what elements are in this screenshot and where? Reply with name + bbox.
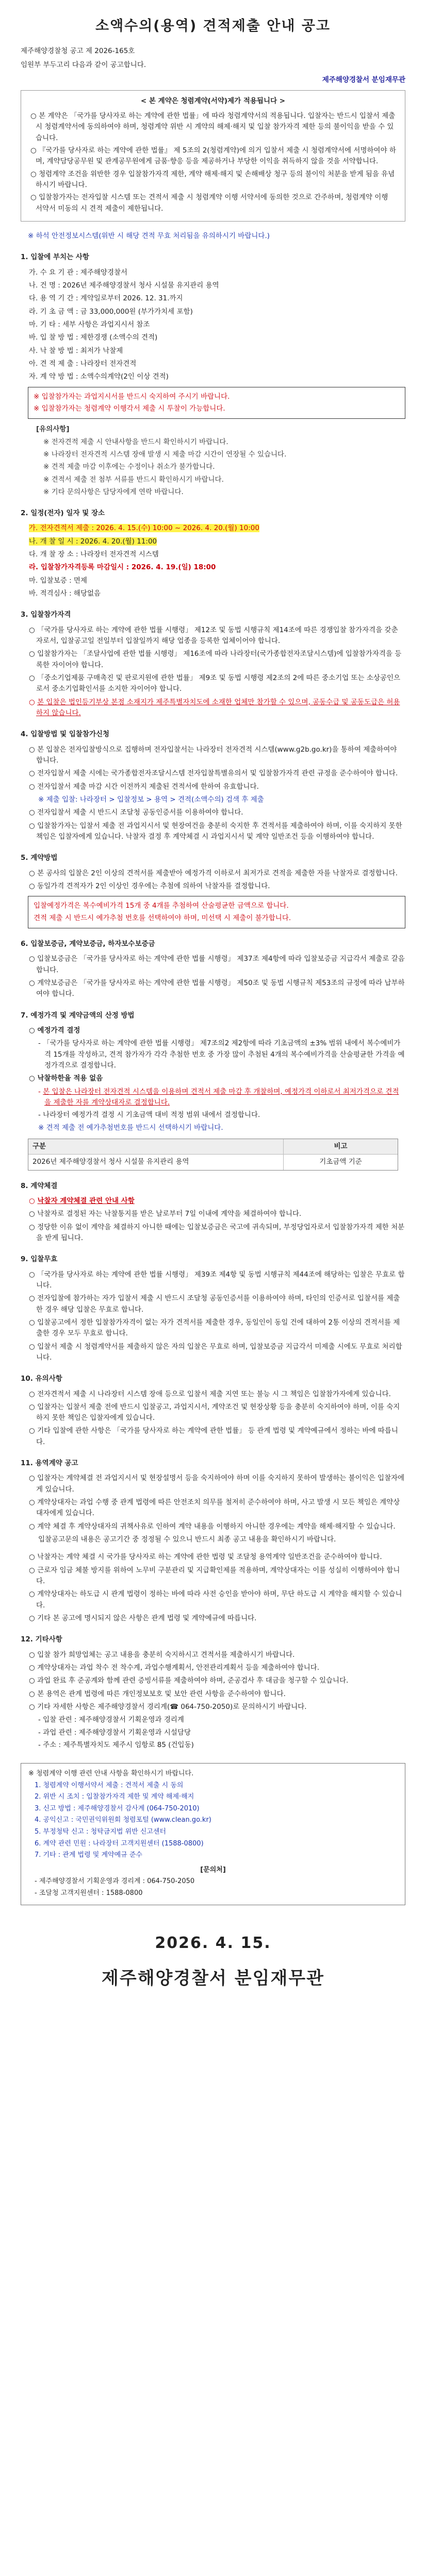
table-cell: 기초금액 기준 bbox=[319, 1158, 362, 1166]
s12-item: ○ 입찰 참가 희망업체는 공고 내용을 충분히 숙지하시고 견적서를 제출하시기 바랍니다. bbox=[29, 1650, 295, 1659]
s1-line: 라. 기 초 금 액 : 금 33,000,000원 (부가가치세 포함) bbox=[29, 307, 193, 316]
s8-item: ○ 정당한 이유 없이 계약을 체결하지 아니한 때에는 입찰보증금은 국고에 귀속되며, 부정당업자로서 입찰참가자격 제한 처분을 받게 됩니다. bbox=[29, 1223, 405, 1242]
s11-item: ○ 기타 본 공고에 명시되지 않은 사항은 관계 법령 및 계약예규에 따릅니다. bbox=[29, 1614, 257, 1623]
integrity-item: ○ 입찰참가자는 전자입찰 시스템 또는 견적서 제출 시 청렴계약 이행 서약서에 동의한 것으로 간주하며, 청렴계약 이행 서약서 미동의 시 견적 제출이 제한됩니다. bbox=[30, 193, 388, 213]
s7-item: - 본 입찰은 나라장터 전자견적 시스템을 이용하며 견적서 제출 마감 후 개찰하며, 예정가격 이하로서 최저가격으로 견적을 제출한 자를 계약상대자로 결정합니다. bbox=[38, 1087, 399, 1107]
s12-contact: - 과업 관련 : 제주해양경찰서 기획운영과 시설담당 bbox=[38, 1728, 191, 1737]
section-12-title: 12. 기타사항 bbox=[21, 1635, 62, 1644]
section-7-title: 7. 예정가격 및 계약금액의 산정 방법 bbox=[21, 1011, 135, 1020]
s7-item: - 나라장터 예정가격 결정 시 기초금액 대비 적정 범위 내에서 결정합니다. bbox=[38, 1111, 260, 1120]
s7-item: ○ 낙찰하한율 적용 없음 bbox=[29, 1074, 103, 1083]
section-9-title: 9. 입찰무효 bbox=[21, 1255, 58, 1264]
section-8-title: 8. 계약체결 bbox=[21, 1181, 58, 1190]
s4-item: ○ 전자입찰서 제출 시에는 국가종합전자조달시스템 전자입찰특별유의서 및 입찰참가자격 관련 규정을 준수하여야 합니다. bbox=[29, 769, 398, 778]
price-table bbox=[28, 1139, 398, 1171]
integrity-item: ○ 청렴계약 조건을 위반한 경우 입찰참가자격 제한, 계약 해제·해지 및 손해배상 청구 등의 불이익 처분을 받게 됨을 유념하시기 바랍니다. bbox=[30, 170, 395, 189]
s9-item: ○ 입찰서 제출 시 청렴계약서를 제출하지 않은 자의 입찰은 무효로 하며, 입찰보증금 지급각서 미제출 시에도 무효로 처리합니다. bbox=[29, 1342, 402, 1362]
guide-row: 2. 위반 시 조치 : 입찰참가자격 제한 및 계약 해제·해지 bbox=[35, 1793, 194, 1801]
intro-text: 임원부 부두고리 다음과 같이 공고합니다. bbox=[21, 60, 146, 69]
table-header-cell: 비고 bbox=[334, 1142, 348, 1150]
signer-name: 제주해양경찰서 분임재무관 bbox=[102, 1968, 324, 1989]
guide-box bbox=[21, 1763, 405, 1905]
guide-contact: - 제주해양경찰서 기획운영과 경리계 : 064-750-2050 bbox=[35, 1877, 195, 1886]
section-4-title: 4. 입찰방법 및 입찰참가신청 bbox=[21, 730, 110, 739]
s3-item: ○ 본 입찰은 법인등기부상 본점 소재지가 제주특별자치도에 소재한 업체만 참가할 수 있으며, 공동수급 및 공동도급은 허용하지 않습니다. bbox=[29, 698, 400, 718]
table-row bbox=[28, 1155, 398, 1170]
s9-item: ○ 입찰공고에서 정한 입찰참가자격이 없는 자가 견적서를 제출한 경우, 동일인이 동일 건에 대하여 2통 이상의 견적서를 제출한 경우 모두 무효로 합니다. bbox=[29, 1318, 400, 1338]
memo-item: ※ 기타 문의사항은 담당자에게 연락 바랍니다. bbox=[43, 487, 184, 496]
s5-item: ○ 동일가격 견적자가 2인 이상인 경우에는 추첨에 의하여 낙찰자를 결정합니다. bbox=[29, 882, 270, 891]
s2-line: 다. 개 찰 장 소 : 나라장터 전자견적 시스템 bbox=[29, 550, 159, 559]
s5-warning: 견적 제출 시 반드시 예가추첨 번호를 선택하여야 하며, 미선택 시 제출이 불가합니다. bbox=[34, 913, 291, 922]
s1-line: 나. 건 명 : 2026년 제주해양경찰서 청사 시설물 유지관리 용역 bbox=[29, 281, 219, 290]
table-header-cell: 구분 bbox=[28, 1139, 284, 1154]
s12-item: ○ 기타 자세한 사항은 제주해양경찰서 경리계(☎ 064-750-2050)로 문의하시기 바랍니다. bbox=[29, 1703, 307, 1711]
section-1-title: 1. 입찰에 부치는 사항 bbox=[21, 253, 89, 262]
s3-item: ○ 「국가를 당사자로 하는 계약에 관한 법률 시행령」 제12조 및 동법 시행규칙 제14조에 따른 경쟁입찰 참가자격을 갖춘 자로서, 입찰공고일 전일부터 입찰일까지 해당 업종을 등록한 업체이어야 합니다. bbox=[29, 625, 398, 646]
document-title: 소액수의(용역) 견적제출 안내 공고 bbox=[95, 18, 331, 34]
s1-line: 가. 수 요 기 관 : 제주해양경찰서 bbox=[29, 268, 128, 277]
s2-line: 라. 입찰참가자격등록 마감일시 : 2026. 4. 19.(일) 18:00 bbox=[29, 563, 216, 572]
s11-item: ○ 계약상대자는 하도급 시 관계 법령이 정하는 바에 따라 사전 승인을 받아야 하며, 무단 하도급 시 계약을 해지할 수 있습니다. bbox=[29, 1590, 402, 1609]
s12-item: ○ 본 용역은 관계 법령에 따른 개인정보보호 및 보안 관련 사항을 준수하여야 합니다. bbox=[29, 1689, 286, 1698]
s8-item: ○ 낙찰자 계약체결 관련 안내 사항 bbox=[29, 1196, 135, 1205]
s11-item: ○ 근로자 임금 체불 방지를 위하여 노무비 구분관리 및 지급확인제를 적용하며, 계약상대자는 이를 성실히 이행하여야 합니다. bbox=[29, 1566, 400, 1586]
memo-item: ※ 나라장터 전자견적 시스템 장애 발생 시 제출 마감 시간이 연장될 수 있습니다. bbox=[43, 450, 287, 459]
s4-note: ※ 제출 입찰: 나라장터 > 입찰정보 > 용역 > 견적(소액수의) 검색 후 제출 bbox=[38, 795, 264, 804]
s1-line: 마. 기 타 : 세부 사항은 과업지시서 참조 bbox=[29, 320, 150, 329]
memo-item: ※ 견적 제출 마감 이후에는 수정이나 취소가 불가합니다. bbox=[43, 463, 215, 471]
s4-item: ○ 본 입찰은 전자입찰방식으로 집행하며 전자입찰서는 나라장터 전자견적 시스템(www.g2b.go.kr)을 통하여 제출하여야 합니다. bbox=[29, 745, 397, 765]
s3-item: ○ 입찰참가자는 「조달사업에 관한 법률 시행령」 제16조에 따라 나라장터(국가종합전자조달시스템)에 입찰참가자격을 등록한 자이어야 합니다. bbox=[29, 650, 402, 669]
guide-intro: ※ 청렴계약 이행 관련 안내 사항을 확인하시기 바랍니다. bbox=[28, 1770, 194, 1778]
s11-item: ○ 계약상대자는 과업 수행 중 관계 법령에 따른 안전조치 의무를 철저히 준수하여야 하며, 사고 발생 시 모든 책임은 계약상대자에게 있습니다. bbox=[29, 1498, 400, 1518]
table-header-row bbox=[28, 1139, 398, 1155]
memo-label: [유의사항] bbox=[36, 425, 70, 434]
s9-item: ○ 「국가를 당사자로 하는 계약에 관한 법률 시행령」 제39조 제4항 및 동법 시행규칙 제44조에 해당하는 입찰은 무효로 합니다. bbox=[29, 1270, 405, 1290]
s2-line: 나. 개 찰 일 시 : 2026. 4. 20.(월) 11:00 bbox=[29, 537, 157, 546]
table-cell: 2026년 제주해양경찰서 청사 시설물 유지관리 용역 bbox=[28, 1155, 284, 1170]
s2-line: 바. 적격심사 : 해당없음 bbox=[29, 589, 101, 598]
s12-item: ○ 과업 완료 후 준공계와 함께 관련 증빙서류를 제출하여야 하며, 준공검사 후 대금을 청구할 수 있습니다. bbox=[29, 1676, 349, 1685]
s11-item: ○ 계약 체결 후 계약상대자의 귀책사유로 인하여 계약 내용을 이행하지 아니한 경우에는 계약을 해제·해지할 수 있습니다. bbox=[29, 1522, 396, 1531]
s1-line: 바. 입 찰 방 법 : 제한경쟁 (소액수의 견적) bbox=[29, 333, 158, 342]
s11-note: 입찰공고문의 내용은 공고기간 중 정정될 수 있으니 반드시 최종 공고 내용을 확인하시기 바랍니다. bbox=[38, 1535, 336, 1544]
s6-item: ○ 입찰보증금은 「국가를 당사자로 하는 계약에 관한 법률 시행령」 제37조 제4항에 따라 입찰보증금 지급각서 제출로 갈음합니다. bbox=[29, 955, 405, 974]
guide-row: 3. 신고 방법 : 제주해양경찰서 감사계 (064-750-2010) bbox=[35, 1804, 200, 1812]
s6-item: ○ 계약보증금은 「국가를 당사자로 하는 계약에 관한 법률 시행령」 제50조 및 동법 시행규칙 제53조의 규정에 따라 납부하여야 합니다. bbox=[29, 978, 405, 998]
s1-warning: ※ 입찰참가자는 과업지시서를 반드시 숙지하여 주시기 바랍니다. bbox=[34, 392, 230, 401]
s2-line: 마. 입찰보증 : 면제 bbox=[29, 576, 88, 585]
s1-warning: ※ 입찰참가자는 청렴계약 이행각서 제출 시 투찰이 가능합니다. bbox=[34, 404, 225, 413]
s2-line: 가. 전자견적서 제출 : 2026. 4. 15.(수) 10:00 ~ 2026. 4. 20.(월) 10:00 bbox=[29, 524, 259, 533]
guide-contact: - 조달청 고객지원센터 : 1588-0800 bbox=[35, 1889, 143, 1897]
s12-contact: - 입찰 관련 : 제주해양경찰서 기획운영과 경리계 bbox=[38, 1716, 184, 1724]
integrity-item: ○ 『국가를 당사자로 하는 계약에 관한 법률』 제 5조의 2(청렴계약)에 의거 입찰서 제출 시 청렴계약서에 서명하여야 하며, 계약담당공무원 및 관계공무원에게 금품·향응 등을 제공하거나 부당한 이익을 취득하지 않을 것을 서약합니다. bbox=[30, 146, 396, 166]
section-3-title: 3. 입찰참가자격 bbox=[21, 611, 71, 619]
s7-item: ○ 예정가격 결정 bbox=[29, 1026, 80, 1035]
s5-warning: 입찰예정가격은 복수예비가격 15개 중 4개를 추첨하여 산술평균한 금액으로 합니다. bbox=[34, 902, 289, 910]
s4-item: ○ 전자입찰서 제출 시 반드시 조달청 공동인증서를 이용하여야 합니다. bbox=[29, 808, 243, 817]
alert-line: ※ 하석 안전정보시스템(위반 시 해당 견적 무효 처리됨을 유의하시기 바랍니다.) bbox=[28, 231, 270, 240]
s4-item: ○ 전자입찰서 제출 마감 시간 이전까지 제출된 견적서에 한하여 유효합니다. bbox=[29, 782, 259, 791]
organization-name: 제주해양경찰서 분임재무관 bbox=[322, 76, 405, 84]
s1-line: 사. 낙 찰 방 법 : 최저가 낙찰제 bbox=[29, 346, 123, 355]
s8-item: ○ 낙찰자로 결정된 자는 낙찰통지를 받은 날로부터 7일 이내에 계약을 체결하여야 합니다. bbox=[29, 1210, 302, 1218]
s5-item: ○ 본 공사의 입찰은 2인 이상의 견적서를 제출받아 예정가격 이하로서 최저가로 견적을 제출한 자를 낙찰자로 결정합니다. bbox=[29, 869, 398, 877]
s10-item: ○ 전자견적서 제출 시 나라장터 시스템 장애 등으로 입찰서 제출 지연 또는 불능 시 그 책임은 입찰참가자에게 있습니다. bbox=[29, 1389, 391, 1398]
section-5-title: 5. 계약방법 bbox=[21, 854, 58, 862]
s10-item: ○ 입찰자는 입찰서 제출 전에 반드시 입찰공고, 과업지시서, 계약조건 및 현장상황 등을 충분히 숙지하여야 하며, 이를 숙지하지 못한 책임은 입찰자에게 있습니다. bbox=[29, 1402, 400, 1422]
section-2-title: 2. 일정(전자) 일자 및 장소 bbox=[21, 509, 105, 518]
s7-notice: ※ 견적 제출 전 예가추첨번호를 반드시 선택하시기 바랍니다. bbox=[38, 1123, 223, 1132]
integrity-item: ○ 본 계약은 「국가를 당사자로 하는 계약에 관한 법률」에 따라 청렴계약서의 적용됩니다. 입찰자는 반드시 입찰서 제출 시 청렴계약서에 동의하여야 하며, 청렴계약 위반 시 계약의 해제·해지 및 입찰 참가자격 제한 등의 불이익을 받을 수 있습니다. bbox=[30, 111, 396, 142]
memo-item: ※ 전자견적 제출 시 안내사항을 반드시 확인하시기 바랍니다. bbox=[43, 437, 228, 446]
s5-warning-box bbox=[28, 896, 405, 928]
integrity-heading: < 본 계약은 청렴계약(서약)제가 적용됩니다 > bbox=[140, 96, 286, 105]
s1-line: 자. 계 약 방 법 : 소액수의계약(2인 이상 견적) bbox=[29, 372, 169, 381]
s1-line: 아. 견 적 제 출 : 나라장터 전자견적 bbox=[29, 359, 137, 368]
s7-item: - 「국가를 당사자로 하는 계약에 관한 법률 시행령」 제7조의2 제2항에 따라 기초금액의 ±3% 범위 내에서 복수예비가격 15개를 작성하고, 견적 참가자가 각각 추첨한 번호 중 가장 많이 추첨된 4개의 복수예비가격을 산술평균한 가격을 예정가격으로 결정합니다. bbox=[38, 1039, 405, 1070]
memo-item: ※ 견적서 제출 전 첨부 서류를 반드시 확인하시기 바랍니다. bbox=[43, 475, 224, 484]
document-date: 2026. 4. 15. bbox=[155, 1934, 271, 1953]
s4-item: ○ 입찰참가자는 입찰서 제출 전 과업지시서 및 현장여건을 충분히 숙지한 후 견적서를 제출하여야 하며, 이를 숙지하지 못한 책임은 입찰자에게 있습니다. 낙찰자 결정 후 계약체결 시 과업지시서 및 계약 일반조건 등을 이행하여야 합니다. bbox=[29, 821, 402, 841]
s12-item: ○ 계약상대자는 과업 착수 전 착수계, 과업수행계획서, 안전관리계획서 등을 제출하여야 합니다. bbox=[29, 1664, 320, 1672]
guide-row: 6. 계약 관련 민원 : 나라장터 고객지원센터 (1588-0800) bbox=[35, 1839, 204, 1848]
section-6-title: 6. 입찰보증금, 계약보증금, 하자보수보증금 bbox=[21, 940, 155, 948]
s11-item: ○ 입찰자는 계약체결 전 과업지시서 및 현장설명서 등을 숙지하여야 하며 이를 숙지하지 못하여 발생하는 불이익은 입찰자에게 있습니다. bbox=[29, 1474, 405, 1494]
notice-number: 제주해양경찰청 공고 제 2026-165호 bbox=[21, 46, 135, 55]
guide-row: 7. 기타 : 관계 법령 및 계약예규 준수 bbox=[35, 1851, 142, 1859]
integrity-contract-box bbox=[21, 90, 405, 222]
s10-item: ○ 기타 입찰에 관한 사항은 「국가를 당사자로 하는 계약에 관한 법률」 등 관계 법령 및 계약예규에서 정하는 바에 따릅니다. bbox=[29, 1427, 398, 1446]
s1-line: 다. 용 역 기 간 : 계약일로부터 2026. 12. 31.까지 bbox=[29, 294, 183, 303]
memo-block bbox=[36, 424, 405, 498]
guide-row: 4. 공익신고 : 국민권익위원회 청렴포털 (www.clean.go.kr) bbox=[35, 1816, 211, 1824]
section-10-title: 10. 유의사항 bbox=[21, 1375, 62, 1383]
s12-contact: - 주소 : 제주특별자치도 제주시 임항로 85 (건입동) bbox=[38, 1741, 194, 1750]
s11-item: ○ 낙찰자는 계약 체결 시 국가를 당사자로 하는 계약에 관한 법령 및 조달청 용역계약 일반조건을 준수하여야 합니다. bbox=[29, 1553, 382, 1562]
s9-item: ○ 전자입찰에 참가하는 자가 입찰서 제출 시 반드시 조달청 공동인증서를 이용하여야 하며, 타인의 인증서로 입찰서를 제출한 경우 해당 입찰은 무효로 합니다. bbox=[29, 1294, 400, 1314]
guide-row: 1. 청렴계약 이행서약서 제출 : 견적서 제출 시 동의 bbox=[35, 1781, 184, 1789]
s3-item: ○ 「중소기업제품 구매촉진 및 판로지원에 관한 법률」 제9조 및 동법 시행령 제2조의 2에 따른 중소기업 또는 소상공인으로서 중소기업확인서를 소지한 자이어야 합니다. bbox=[29, 674, 401, 693]
guide-contact-title: [문의처] bbox=[200, 1866, 226, 1874]
guide-row: 5. 부정청탁 신고 : 청탁금지법 위반 신고센터 bbox=[35, 1828, 167, 1836]
s1-warning-box bbox=[28, 387, 405, 419]
section-11-title: 11. 용역계약 공고 bbox=[21, 1459, 78, 1468]
